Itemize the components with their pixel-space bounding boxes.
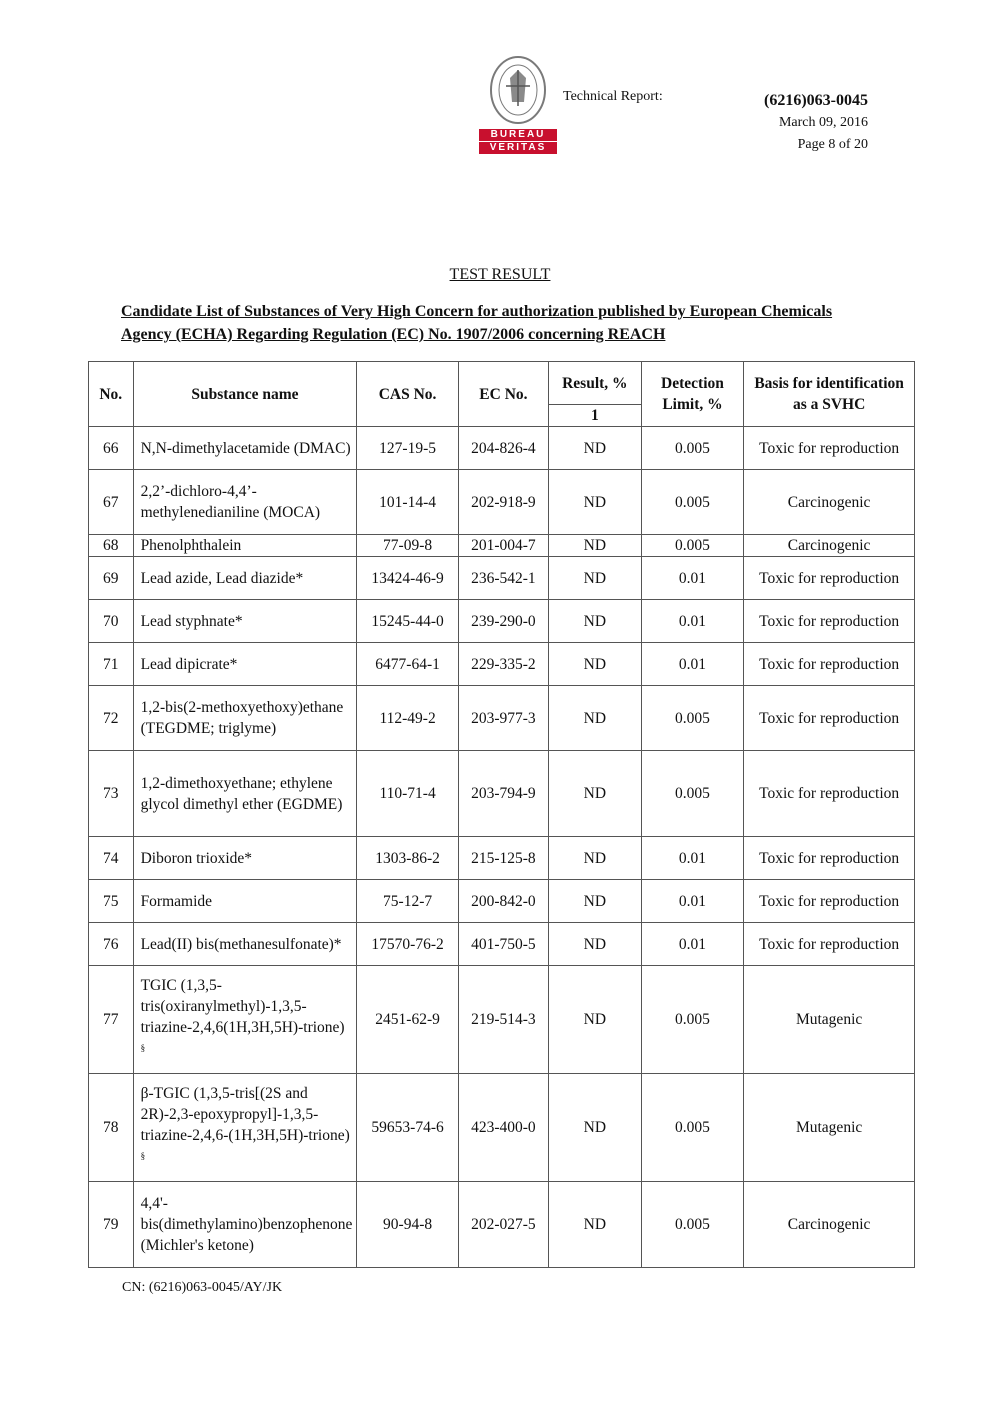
cell-ec (458, 880, 548, 923)
cell-basis (744, 600, 915, 643)
cell-substance-name (133, 1074, 357, 1182)
cell-substance-name-text: N,N-dimethylacetamide (DMAC) (140, 439, 351, 457)
cell-basis (744, 837, 915, 880)
report-label: Technical Report: (563, 89, 663, 104)
cell-ec (458, 966, 548, 1074)
cell-basis (744, 470, 915, 535)
cell-result (548, 470, 641, 535)
cell-ec-text: 215-125-8 (471, 849, 536, 867)
cell-no (89, 880, 134, 923)
cell-substance-name-text: Lead dipicrate* (140, 655, 238, 673)
cell-cas (357, 880, 459, 923)
cell-cas (357, 427, 459, 470)
cell-substance-name (133, 966, 357, 1074)
cell-detection-limit-text: 0.01 (678, 612, 707, 630)
cell-cas (357, 837, 459, 880)
cell-basis-text: Toxic for reproduction (759, 892, 900, 910)
table-row (89, 1074, 915, 1182)
cell-detection-limit (641, 535, 744, 557)
svhc-table (88, 361, 915, 1268)
cell-cas (357, 751, 459, 837)
cell-no (89, 600, 134, 643)
cell-detection-limit-text: 0.01 (678, 849, 707, 867)
cell-ec (458, 686, 548, 751)
cell-no-text: 77 (103, 1011, 119, 1028)
table-row (89, 837, 915, 880)
cell-cas (357, 557, 459, 600)
cell-cas (357, 923, 459, 966)
cell-detection-limit (641, 880, 744, 923)
cell-basis-text: Toxic for reproduction (759, 935, 900, 953)
cell-ec-text: 423-400-0 (471, 1119, 536, 1136)
page-title: TEST RESULT (449, 266, 551, 283)
report-number: (6216)063-0045 (764, 92, 868, 109)
cell-cas-text: 13424-46-9 (371, 569, 444, 587)
cell-ec (458, 557, 548, 600)
cell-basis (744, 923, 915, 966)
cell-ec (458, 1074, 548, 1182)
cell-basis-text: Mutagenic (795, 1119, 863, 1136)
cell-cas (357, 966, 459, 1074)
cell-detection-limit-text: 0.005 (675, 785, 710, 802)
cell-no (89, 966, 134, 1074)
cell-ec (458, 427, 548, 470)
cell-detection-limit-text: 0.01 (678, 569, 707, 587)
cell-ec (458, 470, 548, 535)
cell-result (548, 557, 641, 600)
cell-substance-name (133, 1182, 357, 1268)
cell-detection-limit-text: 0.005 (675, 1011, 710, 1028)
cell-result (548, 643, 641, 686)
cell-substance-name-text: Lead(II) bis(methanesulfonate)* (140, 935, 342, 953)
cell-no (89, 1074, 134, 1182)
cell-substance-name (133, 535, 357, 557)
cell-ec-text: 203-794-9 (471, 785, 536, 802)
cell-result-text: ND (583, 537, 607, 554)
table-row (89, 427, 915, 470)
cell-cas (357, 1182, 459, 1268)
cell-ec (458, 535, 548, 557)
cell-basis-text: Toxic for reproduction (759, 439, 900, 457)
cell-cas-text: 112-49-2 (379, 709, 436, 727)
cell-ec (458, 751, 548, 837)
cell-substance-name-text: TGIC (1,3,5-tris(oxiranylmethyl)-1,3,5-triazine-2,4,6(1H,3H,5H)-trione) (140, 977, 345, 1037)
footnote-marker: § (140, 1151, 146, 1162)
cell-detection-limit (641, 1074, 744, 1182)
cell-ec-text: 236-542-1 (471, 569, 536, 587)
cell-detection-limit (641, 837, 744, 880)
cell-substance-name (133, 643, 357, 686)
cell-detection-limit (641, 557, 744, 600)
cell-no-text: 74 (103, 849, 119, 867)
cell-no-text: 78 (103, 1119, 119, 1136)
cell-substance-name (133, 557, 357, 600)
cell-detection-limit (641, 686, 744, 751)
cell-detection-limit-text: 0.005 (675, 1119, 710, 1136)
cell-no-text: 76 (103, 935, 119, 953)
cell-ec-text: 201-004-7 (471, 537, 536, 554)
cell-substance-name (133, 751, 357, 837)
cell-result (548, 751, 641, 837)
cell-cas-text: 75-12-7 (383, 892, 433, 910)
cell-detection-limit (641, 966, 744, 1074)
cell-cas-text: 110-71-4 (379, 785, 436, 802)
footnote-marker: § (140, 1043, 146, 1054)
cell-result (548, 535, 641, 557)
cell-substance-name-text: 1,2-bis(2-methoxyethoxy)ethane (TEGDME; triglyme) (140, 699, 344, 737)
cell-basis (744, 966, 915, 1074)
cell-result (548, 923, 641, 966)
cell-basis (744, 557, 915, 600)
cell-result-text: ND (583, 892, 607, 910)
cell-cas (357, 470, 459, 535)
cell-no-text: 75 (103, 892, 119, 910)
cell-result-text: ND (583, 709, 607, 727)
bureau-veritas-logo (476, 56, 560, 156)
table-row (89, 966, 915, 1074)
table-row (89, 470, 915, 535)
cell-result (548, 600, 641, 643)
cell-basis-text: Toxic for reproduction (759, 785, 900, 802)
cell-result (548, 686, 641, 751)
cell-basis (744, 880, 915, 923)
table-row (89, 880, 915, 923)
cell-substance-name (133, 686, 357, 751)
cell-no (89, 557, 134, 600)
cell-cas-text: 2451-62-9 (375, 1011, 440, 1028)
page-number: Page 8 of 20 (797, 137, 868, 152)
cell-substance-name (133, 880, 357, 923)
cell-ec-text: 204-826-4 (471, 439, 536, 457)
cell-ec-text: 401-750-5 (471, 935, 536, 953)
cell-substance-name-text: Phenolphthalein (140, 537, 242, 554)
cell-no (89, 1182, 134, 1268)
cell-no (89, 427, 134, 470)
cell-detection-limit-text: 0.005 (675, 537, 710, 554)
cell-detection-limit (641, 751, 744, 837)
cell-substance-name-text: β-TGIC (1,3,5-tris[(2S and 2R)-2,3-epoxypropyl]-1,3,5-triazine-2,4,6-(1H,3H,5H)-trione) (140, 1085, 350, 1145)
cell-detection-limit (641, 427, 744, 470)
cell-no-text: 67 (103, 493, 119, 511)
cell-substance-name (133, 837, 357, 880)
cell-no (89, 535, 134, 557)
cell-detection-limit-text: 0.005 (675, 439, 710, 457)
cell-detection-limit (641, 1182, 744, 1268)
cell-basis-text: Toxic for reproduction (759, 569, 900, 587)
cell-ec-text: 200-842-0 (471, 892, 536, 910)
cell-no (89, 923, 134, 966)
cell-result-text: ND (583, 439, 607, 457)
cell-no-text: 68 (103, 537, 119, 554)
cell-no-text: 72 (103, 709, 119, 727)
cell-ec (458, 600, 548, 643)
cell-result (548, 1074, 641, 1182)
cell-result (548, 837, 641, 880)
cell-no-text: 71 (103, 655, 119, 673)
header-detection-limit: Detection Limit, % (641, 362, 744, 427)
cell-basis (744, 751, 915, 837)
cell-no-text: 79 (103, 1216, 119, 1233)
cell-basis-text: Carcinogenic (787, 537, 871, 554)
cell-cas-text: 101-14-4 (379, 493, 436, 511)
cell-basis-text: Carcinogenic (787, 1216, 871, 1233)
cell-substance-name (133, 470, 357, 535)
cell-result-text: ND (583, 1119, 607, 1136)
cell-detection-limit-text: 0.005 (675, 709, 710, 727)
cell-no (89, 751, 134, 837)
cell-basis-text: Carcinogenic (787, 493, 871, 511)
logo-text-bottom-1: BUREAU (490, 129, 546, 140)
table-row (89, 751, 915, 837)
header-no: No. (89, 362, 134, 427)
cell-cas (357, 686, 459, 751)
table-row (89, 557, 915, 600)
cell-substance-name-text: 2,2’-dichloro-4,4’-methylenedianiline (MOCA) (140, 483, 321, 521)
table-row (89, 600, 915, 643)
report-date: March 09, 2016 (778, 115, 868, 130)
cell-cas-text: 77-09-8 (383, 537, 433, 554)
cell-cas-text: 6477-64-1 (375, 655, 440, 673)
cell-ec (458, 837, 548, 880)
cell-result-text: ND (583, 849, 607, 867)
cell-cas-text: 127-19-5 (379, 439, 436, 457)
cell-result-text: ND (583, 612, 607, 630)
cell-cas-text: 59653-74-6 (371, 1119, 444, 1136)
table-subtitle: Candidate List of Substances of Very High Concern for authorization published by European Chemicals Agency (ECHA) Regarding Regulation (EC) No. 1907/2006 concerning REACH (121, 303, 833, 343)
cell-detection-limit (641, 470, 744, 535)
cell-result-text: ND (583, 1011, 607, 1028)
cell-substance-name (133, 427, 357, 470)
cell-result-text: ND (583, 569, 607, 587)
cell-no (89, 837, 134, 880)
cell-detection-limit-text: 0.01 (678, 655, 707, 673)
cell-basis-text: Mutagenic (795, 1011, 863, 1028)
cell-no (89, 686, 134, 751)
cell-detection-limit-text: 0.01 (678, 935, 707, 953)
cell-substance-name-text: Lead styphnate* (140, 612, 243, 630)
cell-no-text: 66 (103, 439, 119, 457)
header-basis: Basis for identification as a SVHC (744, 362, 915, 427)
header-result-sub: 1 (548, 405, 641, 427)
cell-basis (744, 643, 915, 686)
cell-substance-name-text: Formamide (140, 892, 213, 910)
cell-basis (744, 1074, 915, 1182)
cell-detection-limit-text: 0.005 (675, 493, 710, 511)
cell-cas-text: 15245-44-0 (371, 612, 444, 630)
cell-ec-text: 239-290-0 (471, 612, 536, 630)
table-row (89, 643, 915, 686)
table-row (89, 535, 915, 557)
cell-substance-name-text: Diboron trioxide* (140, 849, 253, 867)
cell-substance-name (133, 923, 357, 966)
report-meta (764, 90, 868, 156)
cell-ec (458, 643, 548, 686)
cell-cas-text: 1303-86-2 (375, 849, 440, 867)
cell-basis-text: Toxic for reproduction (759, 709, 900, 727)
cell-cas (357, 1074, 459, 1182)
cell-basis-text: Toxic for reproduction (759, 655, 900, 673)
table-row (89, 686, 915, 751)
logo-text-bottom-2: VERITAS (489, 142, 547, 153)
cell-result-text: ND (583, 935, 607, 953)
cell-substance-name-text: Lead azide, Lead diazide* (140, 569, 304, 587)
cell-detection-limit (641, 923, 744, 966)
header-substance-name: Substance name (133, 362, 357, 427)
cell-detection-limit-text: 0.01 (678, 892, 707, 910)
cell-substance-name-text: 4,4'-bis(dimethylamino)benzophenone (Michler's ketone) (140, 1195, 353, 1254)
cell-result-text: ND (583, 1216, 607, 1233)
cell-result-text: ND (583, 655, 607, 673)
cell-no-text: 69 (103, 569, 119, 587)
cell-substance-name (133, 600, 357, 643)
cell-basis (744, 1182, 915, 1268)
cell-result-text: ND (583, 785, 607, 802)
header-cas: CAS No. (357, 362, 459, 427)
cell-detection-limit (641, 600, 744, 643)
cell-result (548, 427, 641, 470)
cell-ec-text: 202-918-9 (471, 493, 536, 511)
footer-cn: CN: (6216)063-0045/AY/JK (122, 1280, 283, 1295)
cell-no (89, 643, 134, 686)
cell-ec-text: 203-977-3 (471, 709, 536, 727)
cell-cas (357, 535, 459, 557)
table-row (89, 1182, 915, 1268)
cell-ec (458, 1182, 548, 1268)
cell-no-text: 70 (103, 612, 119, 630)
cell-basis-text: Toxic for reproduction (759, 612, 900, 630)
cell-basis (744, 686, 915, 751)
cell-ec (458, 923, 548, 966)
cell-substance-name-text: 1,2-dimethoxyethane; ethylene glycol dimethyl ether (EGDME) (140, 774, 343, 813)
cell-cas-text: 17570-76-2 (371, 935, 444, 953)
cell-cas (357, 643, 459, 686)
cell-cas-text: 90-94-8 (383, 1216, 433, 1233)
cell-ec-text: 219-514-3 (471, 1011, 536, 1028)
cell-detection-limit-text: 0.005 (675, 1216, 710, 1233)
cell-ec-text: 202-027-5 (471, 1216, 536, 1233)
cell-result (548, 966, 641, 1074)
cell-no-text: 73 (103, 785, 119, 802)
cell-result (548, 1182, 641, 1268)
cell-basis (744, 535, 915, 557)
cell-ec-text: 229-335-2 (471, 655, 536, 673)
table-row (89, 923, 915, 966)
header-result: Result, % (548, 362, 641, 405)
cell-basis-text: Toxic for reproduction (759, 849, 900, 867)
cell-basis (744, 427, 915, 470)
cell-cas (357, 600, 459, 643)
header-ec: EC No. (458, 362, 548, 427)
cell-detection-limit (641, 643, 744, 686)
cell-no (89, 470, 134, 535)
cell-result (548, 880, 641, 923)
cell-result-text: ND (583, 493, 607, 511)
